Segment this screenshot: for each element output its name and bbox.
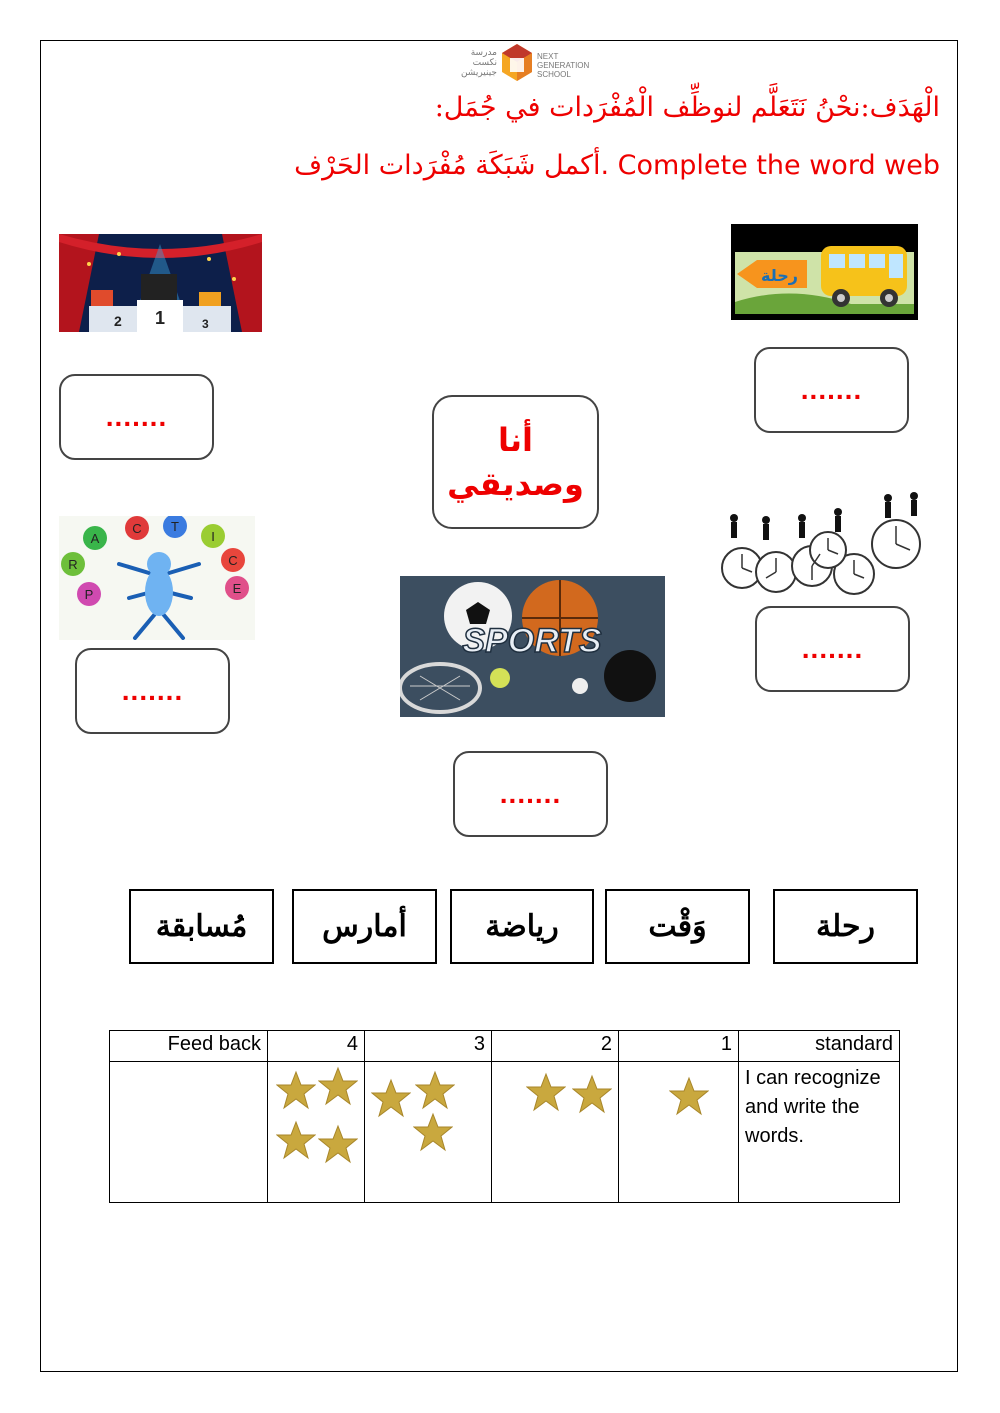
practice-letters-image [59,516,255,640]
word-bank-item[interactable]: رياضة [450,889,594,964]
instruction: أكمل شَبَكَة مُفْرَدات الحَرْف. Complete the word web [294,150,940,181]
answer-blank-sports[interactable]: ....... [453,751,608,837]
rubric-header-1: 1 [619,1031,739,1062]
logo-english: NEXT GENERATION SCHOOL [537,52,590,79]
letter-p: P [84,587,94,602]
center-line-2: وصديقي [447,465,584,503]
school-logo [445,42,605,84]
letter-c: C [132,521,142,536]
rubric-header-feedback: Feed back [110,1031,268,1062]
word-web-center [432,395,599,529]
letter-c2: C [228,553,238,568]
star-icon [318,1124,358,1164]
answer-blank-practice[interactable]: ....... [75,648,230,734]
word-bank-item[interactable]: مُسابقة [129,889,274,964]
stars-2 [498,1064,612,1200]
answer-blank-trip[interactable]: ....... [754,347,909,433]
lesson-goal: الْهَدَف:نحْنُ نَتَعَلَّم لنوظِّف الْمُفْرَدات في جُمَل: [434,92,940,123]
star-icon [669,1076,709,1116]
star-icon [526,1072,566,1112]
rubric-body-row [110,1062,900,1203]
stars-4 [274,1064,358,1200]
star-icon [413,1112,453,1152]
word-bank-item[interactable]: أمارس [292,889,437,964]
star-icon [276,1120,316,1160]
star-icon [318,1066,358,1106]
time-clocks-image [720,488,928,600]
star-icon [371,1078,411,1118]
rubric-header-row [110,1031,900,1062]
standard-description: I can recognize and write the words. [739,1062,900,1203]
logo-hexagon-icon [500,42,534,84]
rubric-header-4: 4 [268,1031,365,1062]
sports-caption: SPORTS [462,622,602,660]
rubric-header-2: 2 [492,1031,619,1062]
star-icon [415,1070,455,1110]
svg-text:3: 3 [202,317,209,331]
star-icon [572,1074,612,1114]
competition-podium-image [59,234,262,332]
trip-sign-text: رحلة [761,266,798,285]
letter-t: T [171,519,179,534]
letter-r: R [68,557,78,572]
answer-blank-competition[interactable]: ....... [59,374,214,460]
center-line-1: أنا [498,421,533,459]
stars-1 [625,1064,732,1200]
feedback-cell[interactable] [110,1062,268,1203]
logo-arabic: مدرسة نكست جينيريشن [460,48,497,78]
stars-3 [371,1064,485,1200]
svg-text:1: 1 [155,308,166,328]
sports-image [400,576,665,717]
svg-text:2: 2 [114,313,122,329]
word-bank-item[interactable]: وَقْت [605,889,750,964]
answer-blank-time[interactable]: ....... [755,606,910,692]
rubric-header-standard: standard [739,1031,900,1062]
letter-i: I [211,529,215,544]
letter-a: A [90,531,100,546]
word-bank-item[interactable]: رحلة [773,889,918,964]
school-trip-bus-image [731,224,918,320]
star-icon [276,1070,316,1110]
rubric-table [109,1030,900,1203]
letter-e: E [232,581,242,596]
rubric-header-3: 3 [365,1031,492,1062]
